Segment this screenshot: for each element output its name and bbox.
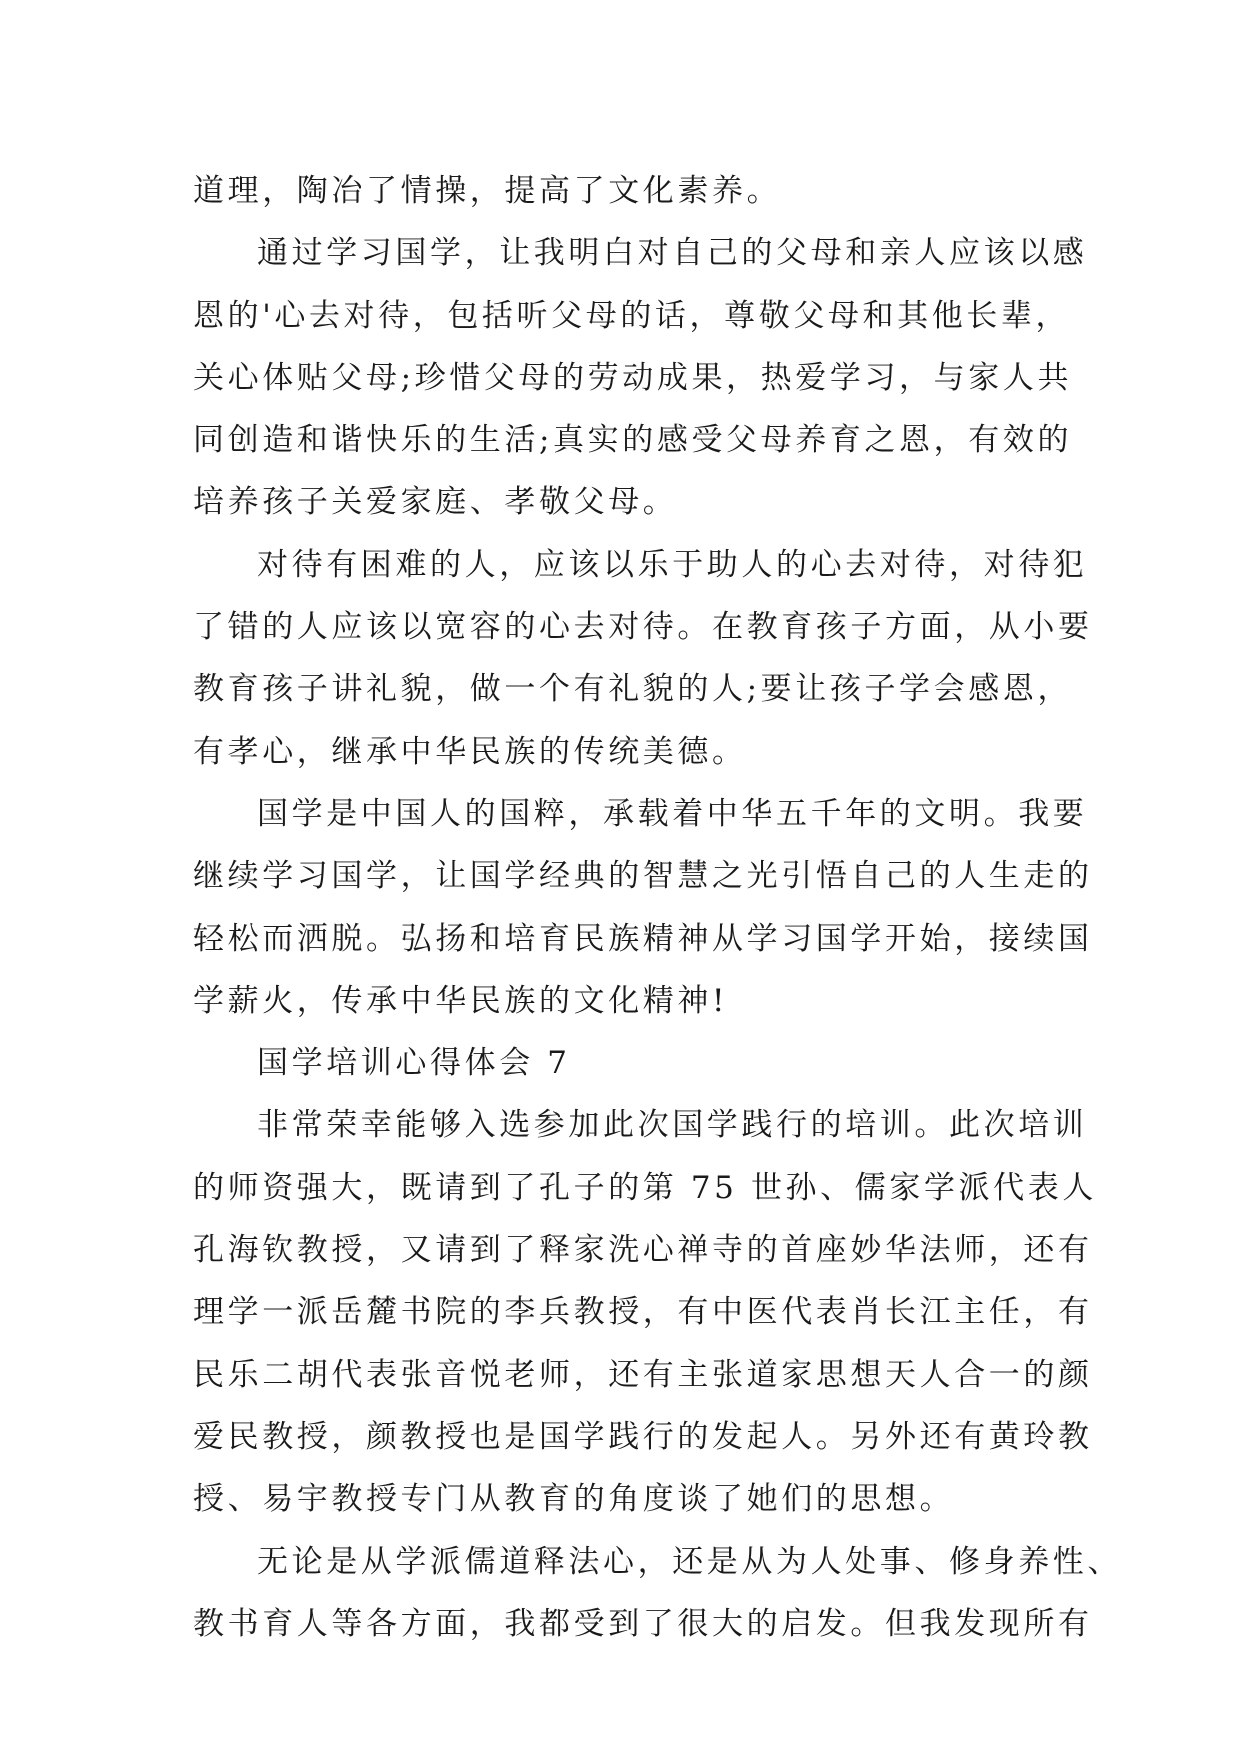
text-line: 非常荣幸能够入选参加此次国学践行的培训。此次培训 bbox=[257, 1107, 1088, 1144]
text-line: 理学一派岳麓书院的李兵教授，有中医代表肖长江主任，有 bbox=[193, 1294, 1093, 1331]
text-line: 了错的人应该以宽容的心去对待。在教育孩子方面，从小要 bbox=[193, 609, 1093, 646]
text-line: 同创造和谐快乐的生活;真实的感受父母养育之恩，有效的 bbox=[193, 422, 1073, 459]
text-line: 的师资强大，既请到了孔子的第 75 世孙、儒家学派代表人 bbox=[193, 1169, 1097, 1206]
text-line: 学薪火，传承中华民族的文化精神! bbox=[193, 982, 729, 1019]
text-line: 轻松而洒脱。弘扬和培育民族精神从学习国学开始，接续国 bbox=[193, 920, 1093, 957]
text-line: 孔海钦教授，又请到了释家洗心禅寺的首座妙华法师，还有 bbox=[193, 1232, 1093, 1269]
text-line: 有孝心，继承中华民族的传统美德。 bbox=[193, 733, 747, 770]
text-line: 关心体贴父母;珍惜父母的劳动成果，热爱学习，与家人共 bbox=[193, 359, 1073, 396]
text-line: 国学是中国人的国粹，承载着中华五千年的文明。我要 bbox=[257, 795, 1088, 832]
text-line: 民乐二胡代表张音悦老师，还有主张道家思想天人合一的颜 bbox=[193, 1356, 1093, 1393]
text-line: 教育孩子讲礼貌，做一个有礼貌的人;要让孩子学会感恩， bbox=[193, 671, 1073, 708]
section-heading: 国学培训心得体会 7 bbox=[257, 1045, 571, 1082]
text-line: 对待有困难的人，应该以乐于助人的心去对待，对待犯 bbox=[257, 546, 1088, 583]
text-line: 培养孩子关爱家庭、孝敬父母。 bbox=[193, 484, 678, 521]
text-line: 继续学习国学，让国学经典的智慧之光引悟自己的人生走的 bbox=[193, 858, 1093, 895]
text-line: 无论是从学派儒道释法心，还是从为人处事、修身养性、 bbox=[257, 1543, 1122, 1580]
text-line: 授、易宇教授专门从教育的角度谈了她们的思想。 bbox=[193, 1481, 955, 1518]
text-line: 爱民教授，颜教授也是国学践行的发起人。另外还有黄玲教 bbox=[193, 1418, 1093, 1455]
text-line: 教书育人等各方面，我都受到了很大的启发。但我发现所有 bbox=[193, 1605, 1093, 1642]
document-body bbox=[193, 160, 1122, 1655]
text-line: 道理，陶冶了情操，提高了文化素养。 bbox=[193, 173, 782, 209]
text-line: 恩的'心去对待，包括听父母的话，尊敬父母和其他长辈， bbox=[193, 297, 1071, 334]
text-line: 通过学习国学，让我明白对自己的父母和亲人应该以感 bbox=[257, 235, 1088, 272]
